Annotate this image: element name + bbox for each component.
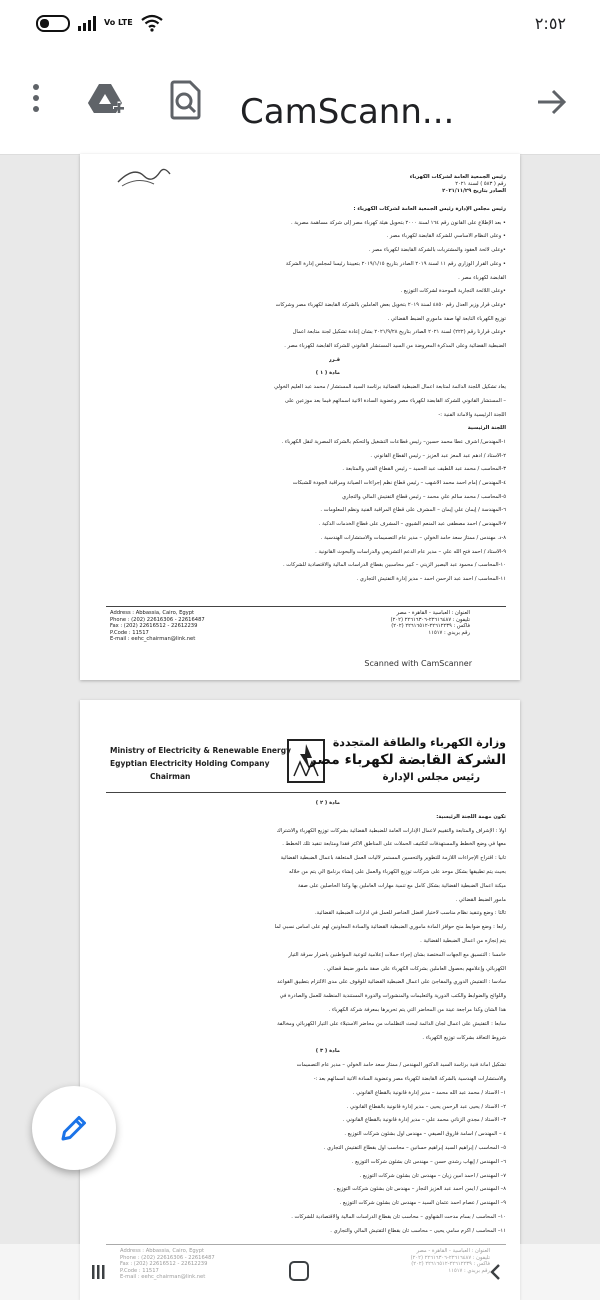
document-text-line: ٧– المهندس / أحمد أمين زيان – مهندس ثان بشئون شركات التوزيع . (359, 1172, 506, 1179)
document-text-line: ٨-د. مهندس / ممتاز سعد حامد الخولي – مدير عام التصميمات والاستشارات الهندسية . (320, 534, 506, 541)
document-page-1[interactable] (80, 154, 520, 680)
address-arabic: العنوان : العباسية - القاهرة - مصر تليفون : ٢٢٦١٦٤٨٧-٢٢٦١٦٣٠٦ (٢٠٢) فاكس : ٢٢٦١٢٢٣٩-٢٢٦١٦٥١٢ (٢٠٢) رقم بريدي : ١١٥١٧ (390, 610, 470, 636)
document-text-line: رئيس مجلس الإدارة رئيس الجمعية العامة لشركات الكهرباء : (353, 206, 506, 212)
edit-button[interactable] (32, 1086, 116, 1170)
document-text-line: مادة ( ٣ ) (315, 1048, 340, 1055)
document-text-line: ٤-المهندس / إمام أحمد محمد الأشهب – رئيس قطاع نظم إجراءات الصيانة ومراقبة الجودة للشبكات (292, 480, 506, 486)
document-text-line: ٨– المهندس / أيمن أحمد عبد العزيز النجار – مهندس ثان بشئون شركات التوزيع . (333, 1186, 506, 1193)
document-text-line: •وعلى قرارنا رقم (٢٢٢) لسنة ٢٠٢١ الصادر بتاريخ ٢٠٢١/٩/٢٨ بشأن إعادة تشكيل لجنة متابعة أعمال (292, 329, 506, 336)
document-text-line: ٦– المهندس / إيهاب رشدي حسن – مهندس ثان بشئون شركات التوزيع . (351, 1158, 506, 1165)
company-name-arabic: الشركة القابضة لكهرباء مصر (308, 752, 506, 768)
document-text-line: معها في وضع الخطط والمستهدفات لتكثيف الحملات على المناطق الأكثر فقدا ومتابعة تنفيذ تلك الخطط . (282, 841, 506, 848)
document-title: CamScann... (240, 92, 455, 132)
open-arrow-icon[interactable] (534, 84, 570, 120)
back-icon[interactable] (486, 1262, 506, 1282)
document-text-line: مادة ( ١ ) (315, 370, 340, 377)
document-text-line: ٥– المحاسب / إبراهيم السيد إبراهيم حسانين – محاسب أول بقطاع التفتيش التجاري . (323, 1145, 506, 1151)
document-text-line: ٦-المهندسة / إيمان علي إيمان – المشرف على قطاع المراقبة الفنية ونظم المعلومات . (320, 507, 506, 514)
recent-apps-icon[interactable] (90, 1264, 106, 1280)
document-text-line: توزيع الكهرباء التابعة لها صفة مأموري الضبط القضائي . (387, 315, 506, 322)
document-text-line: سادساً : التفتيش الدوري والمفاجئ على أعمال الضبطية القضائية للوقوف على مدى الالتزام بتطبيق القواعد (277, 979, 506, 986)
ministry-name: Ministry of Electricity & Renewable Energy (110, 746, 291, 755)
document-text-line: الضبطية القضائية وعلى المذكرة المعروضة من السيد المستشار القانوني للشركة القابضة لكهرباء مصر . (284, 343, 506, 349)
document-text-line: ثانياً : اقتراح الإجراءات اللازمة للتطوير والتحسين المستمر لآليات العمل المتعلقة بأعمال الضبطية القضائية (280, 855, 506, 862)
status-time: ٢:٥٢ (534, 14, 566, 33)
battery-icon (36, 15, 70, 32)
document-text-line: الكهربائي وإعلامهم بحصول العاملين بشركات الكهرباء على صفة مأمور ضبط قضائي . (323, 965, 506, 972)
document-text-line: أولاً : الإشراف والمتابعة والتقييم لأعمال الإدارات العامة للضبطية القضائية بشركات توزيع الكهرباء والاشتراك (276, 827, 506, 834)
document-text-line: يعاد تشكيل اللجنة الدائمة لمتابعة أعمال الضبطية القضائية برئاسة السيد المستشار / محمد عبد العليم الخولي (274, 384, 506, 391)
document-text-line: ٢-الأستاذ / أدهم عبد المعز عبد العزيز – رئيس القطاع القانوني . (370, 452, 506, 459)
document-text-line: ٥-المحاسب / محمد سالم علي محمد – رئيس قطاع التفتيش المالي والتجاري (342, 493, 506, 500)
address-english: Address : Abbassia, Cairo, Egypt Phone : (202) 22616306 - 22616487 Fax : (202) 22616512 - 22612239 P.Code : 11517 E-mail : eehc_chairman@link.net (110, 610, 205, 642)
home-icon[interactable] (289, 1261, 309, 1281)
document-text-line: ٩-الأستاذ / أحمد فتح الله علي – مدير عام الدعم التشريعي والدراسات والبحوث القانونية . (315, 548, 506, 555)
document-text-line: شروط التعاقد بشركات توزيع الكهرباء . (422, 1034, 506, 1041)
document-text-line: اللجنة الرئيسية (467, 425, 506, 432)
document-text-line: • وعلى القرار الوزاري رقم ١١ لسنة ٢٠١٩ الصادر بتاريخ ٢٠١٩/١/١٥ بتعييننا رئيساً لمجلس إدارة الشركة (285, 260, 506, 267)
chairman-label: Chairman (150, 772, 191, 781)
document-text-line: بحيث يتم تطبيقها بشكل موحد على شركات توزيع الكهرباء والعمل على إنشاء برنامج آلي يتم من خلاله (289, 869, 506, 875)
decree-header-line: الصادر بتاريخ ٢٠٢١/١١/٢٩ (442, 188, 506, 194)
company-name: Egyptian Electricity Holding Company (110, 759, 270, 768)
document-text-line: مأمور الضبط القضائي . (455, 896, 506, 903)
edit-pencil-icon (58, 1112, 90, 1144)
google-lens-icon[interactable] (168, 80, 204, 120)
more-vert-icon[interactable] (26, 84, 46, 116)
document-text-line: اللجنة الرئيسية والأمانة الفنية :- (438, 411, 506, 418)
document-text-line: ١١– المحاسب / أكرم سامي يحيى – محاسب ثان بقطاع التفتيش المالي والتجاري . (330, 1227, 506, 1234)
app-bar (0, 48, 600, 155)
decree-header-line: رئيس الجمعية العامة لشركات الكهرباء (409, 174, 506, 180)
camscanner-watermark: Scanned with CamScanner (364, 659, 472, 668)
document-text-line: • بعد الإطلاع على القانون رقم ١٦٤ لسنة ٢٠٠٠ بتحويل هيئة كهرباء مصر إلى شركة مساهمة مصرية . (291, 219, 506, 226)
document-text-line: قـرر (328, 356, 340, 363)
document-text-line: خامساً : التنسيق مع الجهات المختصة بشأن إجراء حملات إعلامية لتوعية المواطنين بأضرار سرقة التيار (288, 951, 506, 958)
document-text-line: •وعلى قرار وزير العدل رقم ٤٨٥٠ لسنة ٢٠١٩ بتخويل بعض العاملين بالشركة القابضة لكهرباء مصر وشركات (275, 301, 506, 308)
document-text-line: ١٠-المحاسب / محمود عبد البصير الزيني – كبير محاسبين بقطاع الدراسات المالية والاقتصادية للشركات . (282, 562, 506, 569)
navigation-bar (0, 1244, 600, 1300)
chairman-label-arabic: رئيس مجلس الإدارة (382, 772, 480, 783)
document-text-line: •وعلى اللائحة التجارية الموحدة لشركات التوزيع . (400, 288, 506, 295)
document-text-line: يتم إنجازه من أعمال الضبطية القضائية . (420, 938, 506, 944)
document-text-line: تشكيل أمانة فنية برئاسة السيد الدكتور المهندس / ممتاز سعد حامد الخولي – مدير عام التصميمات (296, 1062, 506, 1069)
document-text-line: • وعلى النظام الأساسي للشركة القابضة لكهرباء مصر . (386, 233, 506, 240)
document-text-line: ١– الأستاذ / محمد عبد الله محمد – مدير إدارة قانونية بالقطاع القانوني . (352, 1089, 506, 1096)
decree-header-line: رقم ( ٥٨٣ ) لسنة ٢٠٢١ (455, 181, 506, 187)
document-text-line: ثالثاً : وضع وتنفيذ نظام مناسب لاختيار أفضل العناصر للعمل في ادارات الضبطية القضائية. (315, 910, 506, 917)
document-page-2[interactable] (80, 700, 520, 1300)
document-text-line: سابعاً : التفتيش على أعمال لجان الدائمة لبحث التظلمات من محاضر الاستيلاء على التيار الكهربائي ومخالفة (277, 1020, 506, 1027)
document-text-line: ٩– المهندس / عصام أحمد عثمان السيد – مهندس ثان بشئون شركات التوزيع . (339, 1200, 506, 1207)
document-text-line: ١-المهندس/ أشرف عطا محمد حسين– رئيس قطاعات التشغيل والتحكم بالشركة المصرية لنقل الكهرباء . (281, 438, 506, 445)
wifi-icon (141, 14, 163, 32)
document-text-line: ١٠– المحاسب / بسام مدحت الشهاوي – محاسب ثان بقطاع الدراسات المالية والاقتصادية للشركات . (291, 1214, 506, 1220)
document-text-line: تكون مهمة اللجنة الرئيسية: (436, 813, 506, 820)
volte-icon: Vo LTE (104, 18, 133, 27)
document-text-line: ١١-المحاسب / أحمد عبد الرحمن أحمد – مدير إدارة التفتيش التجاري . (356, 575, 506, 582)
signature-mark (114, 162, 174, 188)
status-icons (36, 14, 163, 32)
document-text-line: – المستشار القانوني للشركة القابضة لكهرباء مصر وعضوية السادة الآتية أسمائهم فيما بعد موزعين على (284, 397, 506, 404)
document-text-line: •وعلى لائحة العقود والمشتريات بالشركة القابضة لكهرباء مصر . (368, 247, 506, 254)
document-text-line: القابضة لكهرباء مصر . (458, 274, 506, 281)
ministry-name-arabic: وزارة الكهرباء والطاقة المتجددة (332, 736, 506, 749)
document-text-line: ٤ – المهندس / أسامة فاروق الصيفي – مهندس أول بشئون شركات التوزيع . (344, 1131, 506, 1138)
document-text-line: ٣– الأستاذ / مجدي الزناتي محمد علي – مدير إدارة قانونية بالقطاع القانوني . (342, 1117, 506, 1124)
document-text-line: ٢– الأستاذ / يحيى عبد الرحمن يحيى – مدير إدارة قانونية بالقطاع القانوني . (346, 1103, 506, 1110)
status-bar (0, 0, 600, 48)
document-text-line: هذا الشأن وكذا مراجعة عينة من المحاضر التي يتم تحريرها بمعرفة شركة الكهرباء . (328, 1007, 506, 1013)
signal-icon (78, 15, 96, 31)
document-text-line: رابعاً : وضع ضوابط منح حوافز المادة مأموري الضبطية القضائية والسادة المعاونين لهم على أساس نسبي لما (274, 924, 506, 931)
ministry-header-english (110, 744, 291, 783)
document-text-line: ميكنة أعمال الضبطية القضائية بشكل كامل مع تنمية مهارات العاملين بها وكذا الحاصلين على صفة (297, 882, 506, 889)
document-text-line: واللوائح والضوابط والكتب الدورية والتعليمات والمنشورات والدورة المستندية المنظمة للعمل والصادرة في (279, 993, 506, 1000)
document-text-line: والاستشارات الهندسية بالشركة القابضة لكهرباء مصر وعضوية السادة الآتية أسمائهم بعد :- (313, 1076, 506, 1082)
document-text-line: ٧-المهندس / أحمد مصطفى عبد المنعم الشيوي – المشرف على قطاع الخدمات الذكية . (318, 521, 506, 528)
document-text-line: ٣-المحاسب / محمد عبد اللطيف عبد الحميد – رئيس القطاع الفني والمتابعة . (342, 466, 506, 473)
document-text-line: مادة ( ٢ ) (315, 800, 340, 806)
add-to-drive-icon[interactable] (86, 80, 126, 120)
